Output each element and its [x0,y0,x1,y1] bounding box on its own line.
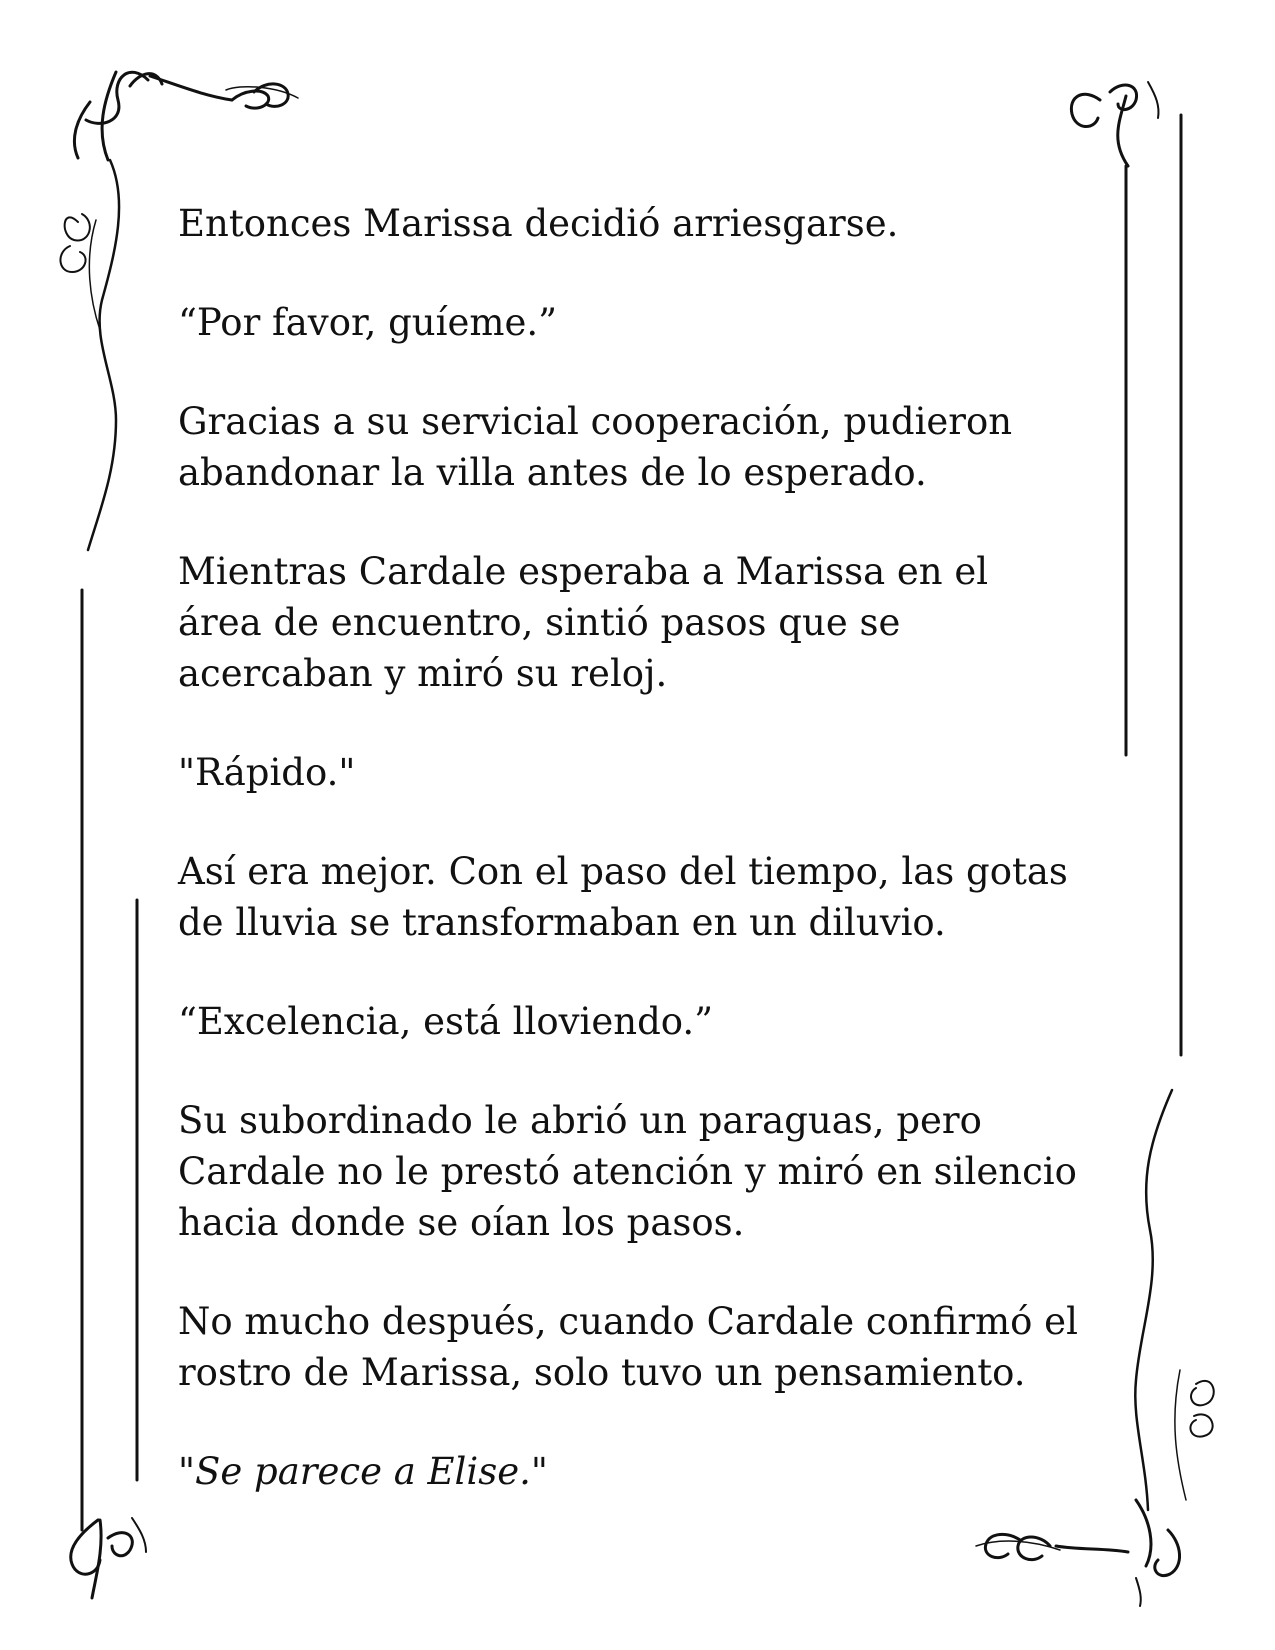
story-text [178,198,1118,1545]
top-right-flourish [1071,82,1158,166]
paragraph: No mucho después, cuando Cardale confirmó el rostro de Marissa, solo tuvo un pensamiento. [178,1300,1078,1394]
paragraph: "Rápido." [178,751,356,794]
paragraph: “Por favor, guíeme.” [178,301,558,344]
paragraph: “Excelencia, está lloviendo.” [178,1000,714,1043]
left-vine [60,160,119,550]
paragraph: Su subordinado le abrió un paraguas, pero Cardale no le prestó atención y miró en silencio hacia donde se oían los pasos. [178,1099,1077,1244]
paragraph: Así era mejor. Con el paso del tiempo, las gotas de lluvia se transformaban en un diluvio. [178,850,1068,944]
right-vine [1135,1090,1213,1510]
paragraph: Entonces Marissa decidió arriesgarse. [178,202,899,245]
top-left-flourish [74,72,298,160]
closing-thought: "Se parece a Elise." [178,1450,548,1493]
paragraph: Gracias a su servicial cooperación, pudieron abandonar la villa antes de lo esperado. [178,400,1013,494]
paragraph: Mientras Cardale esperaba a Marissa en el área de encuentro, sintió pasos que se acercaban y miró su reloj. [178,550,989,695]
